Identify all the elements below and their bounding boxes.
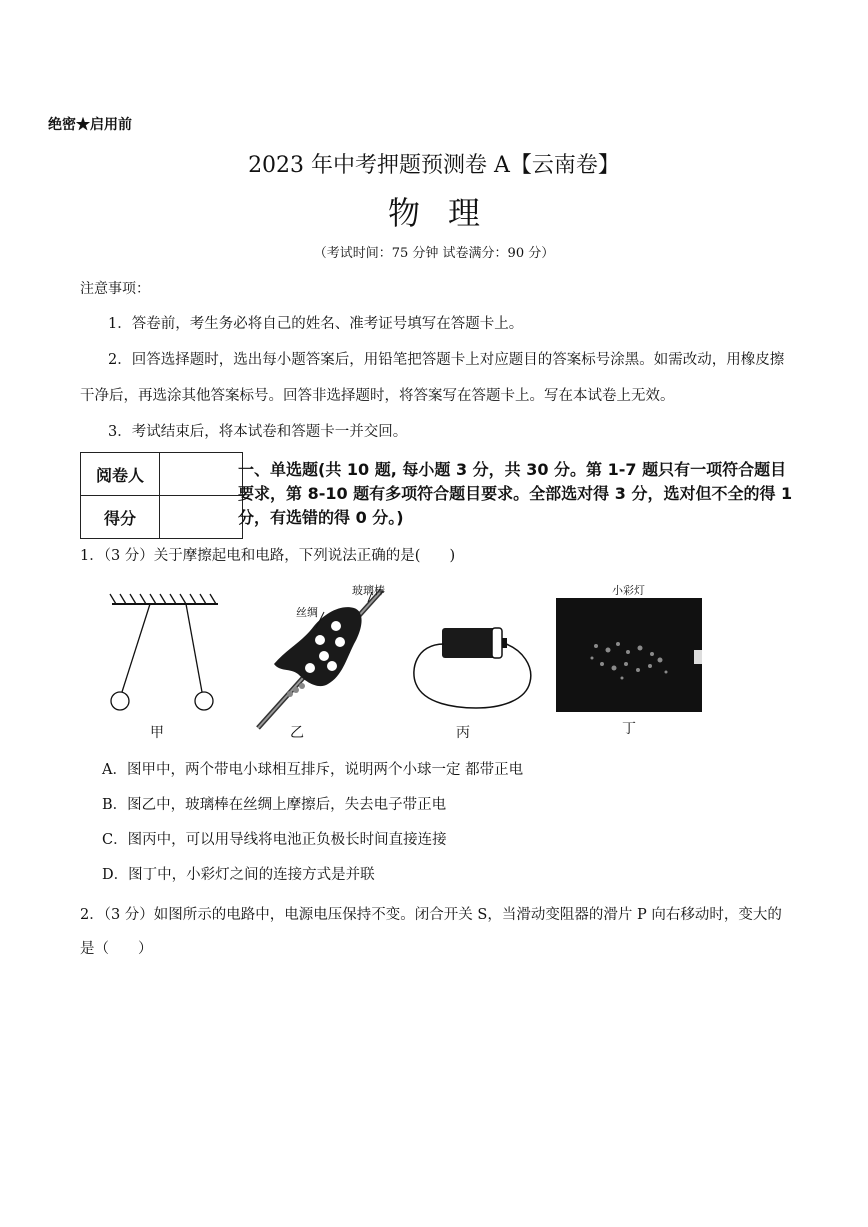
q1-option-b: B．图乙中，玻璃棒在丝绸上摩擦后，失去电子带正电 (102, 797, 447, 813)
score-table (80, 452, 243, 539)
score-field[interactable] (160, 496, 243, 539)
grader-field[interactable] (160, 453, 243, 496)
q1-option-c: C．图丙中，可以用导线将电池正负极长时间直接连接 (102, 832, 447, 848)
question-1-stem: 1．（3 分）关于摩擦起电和电路，下列说法正确的是( ) (80, 548, 456, 564)
score-label: 得分 (81, 496, 160, 539)
figure-ding (556, 598, 702, 712)
question-2-stem: 2．（3 分）如图所示的电路中，电源电压保持不变。闭合开关 S，当滑动变阻器的滑片 P 向右移动时，变大的是（ ） (80, 907, 782, 957)
note-item: 1．答卷前，考生务必将自己的姓名、准考证号填写在答题卡上。 (108, 316, 524, 332)
figure-ding-label: 丁 (622, 721, 636, 737)
subject-title: 物理 (387, 194, 508, 232)
note-item: 2．回答选择题时，选出每小题答案后，用铅笔把答题卡上对应题目的答案标号涂黑。如需改动，用橡皮擦干净后，再选涂其他答案标号。回答非选择题时，将答案写在答题卡上。写在本试卷上无效。 (80, 352, 785, 404)
figure-jia (100, 590, 230, 740)
q1-option-d: D．图丁中，小彩灯之间的连接方式是并联 (102, 867, 375, 883)
q1-option-a: A．图甲中，两个带电小球相互排斥，说明两个小球一定 都带正电 (102, 762, 524, 778)
glass-rod-label: 玻璃棒 (352, 584, 385, 597)
secret-mark: 绝密★启用前 (48, 117, 132, 133)
figure-bing (406, 620, 536, 720)
figure-yi (244, 578, 394, 738)
notes-heading: 注意事项： (80, 281, 150, 297)
grader-label: 阅卷人 (81, 453, 160, 496)
section-heading: 一、单选题(共 10 题, 每小题 3 分，共 30 分。第 1-7 题只有一项符合题目要求，第 8-10 题有多项符合题目要求。全部选对得 3 分，选对但不全的得 1 分，有选错的得 0 分。) (238, 460, 793, 527)
silk-label: 丝绸 (296, 606, 318, 619)
note-item: 3．考试结束后，将本试卷和答题卡一并交回。 (108, 424, 408, 440)
exam-info: （考试时间：75 分钟 试卷满分：90 分） (313, 246, 555, 261)
figure-yi-label: 乙 (290, 725, 304, 741)
figure-jia-label: 甲 (150, 725, 164, 741)
small-lights-label: 小彩灯 (612, 584, 645, 597)
exam-title: 2023 年中考押题预测卷 A【云南卷】 (248, 153, 620, 178)
figure-bing-label: 丙 (456, 725, 470, 741)
